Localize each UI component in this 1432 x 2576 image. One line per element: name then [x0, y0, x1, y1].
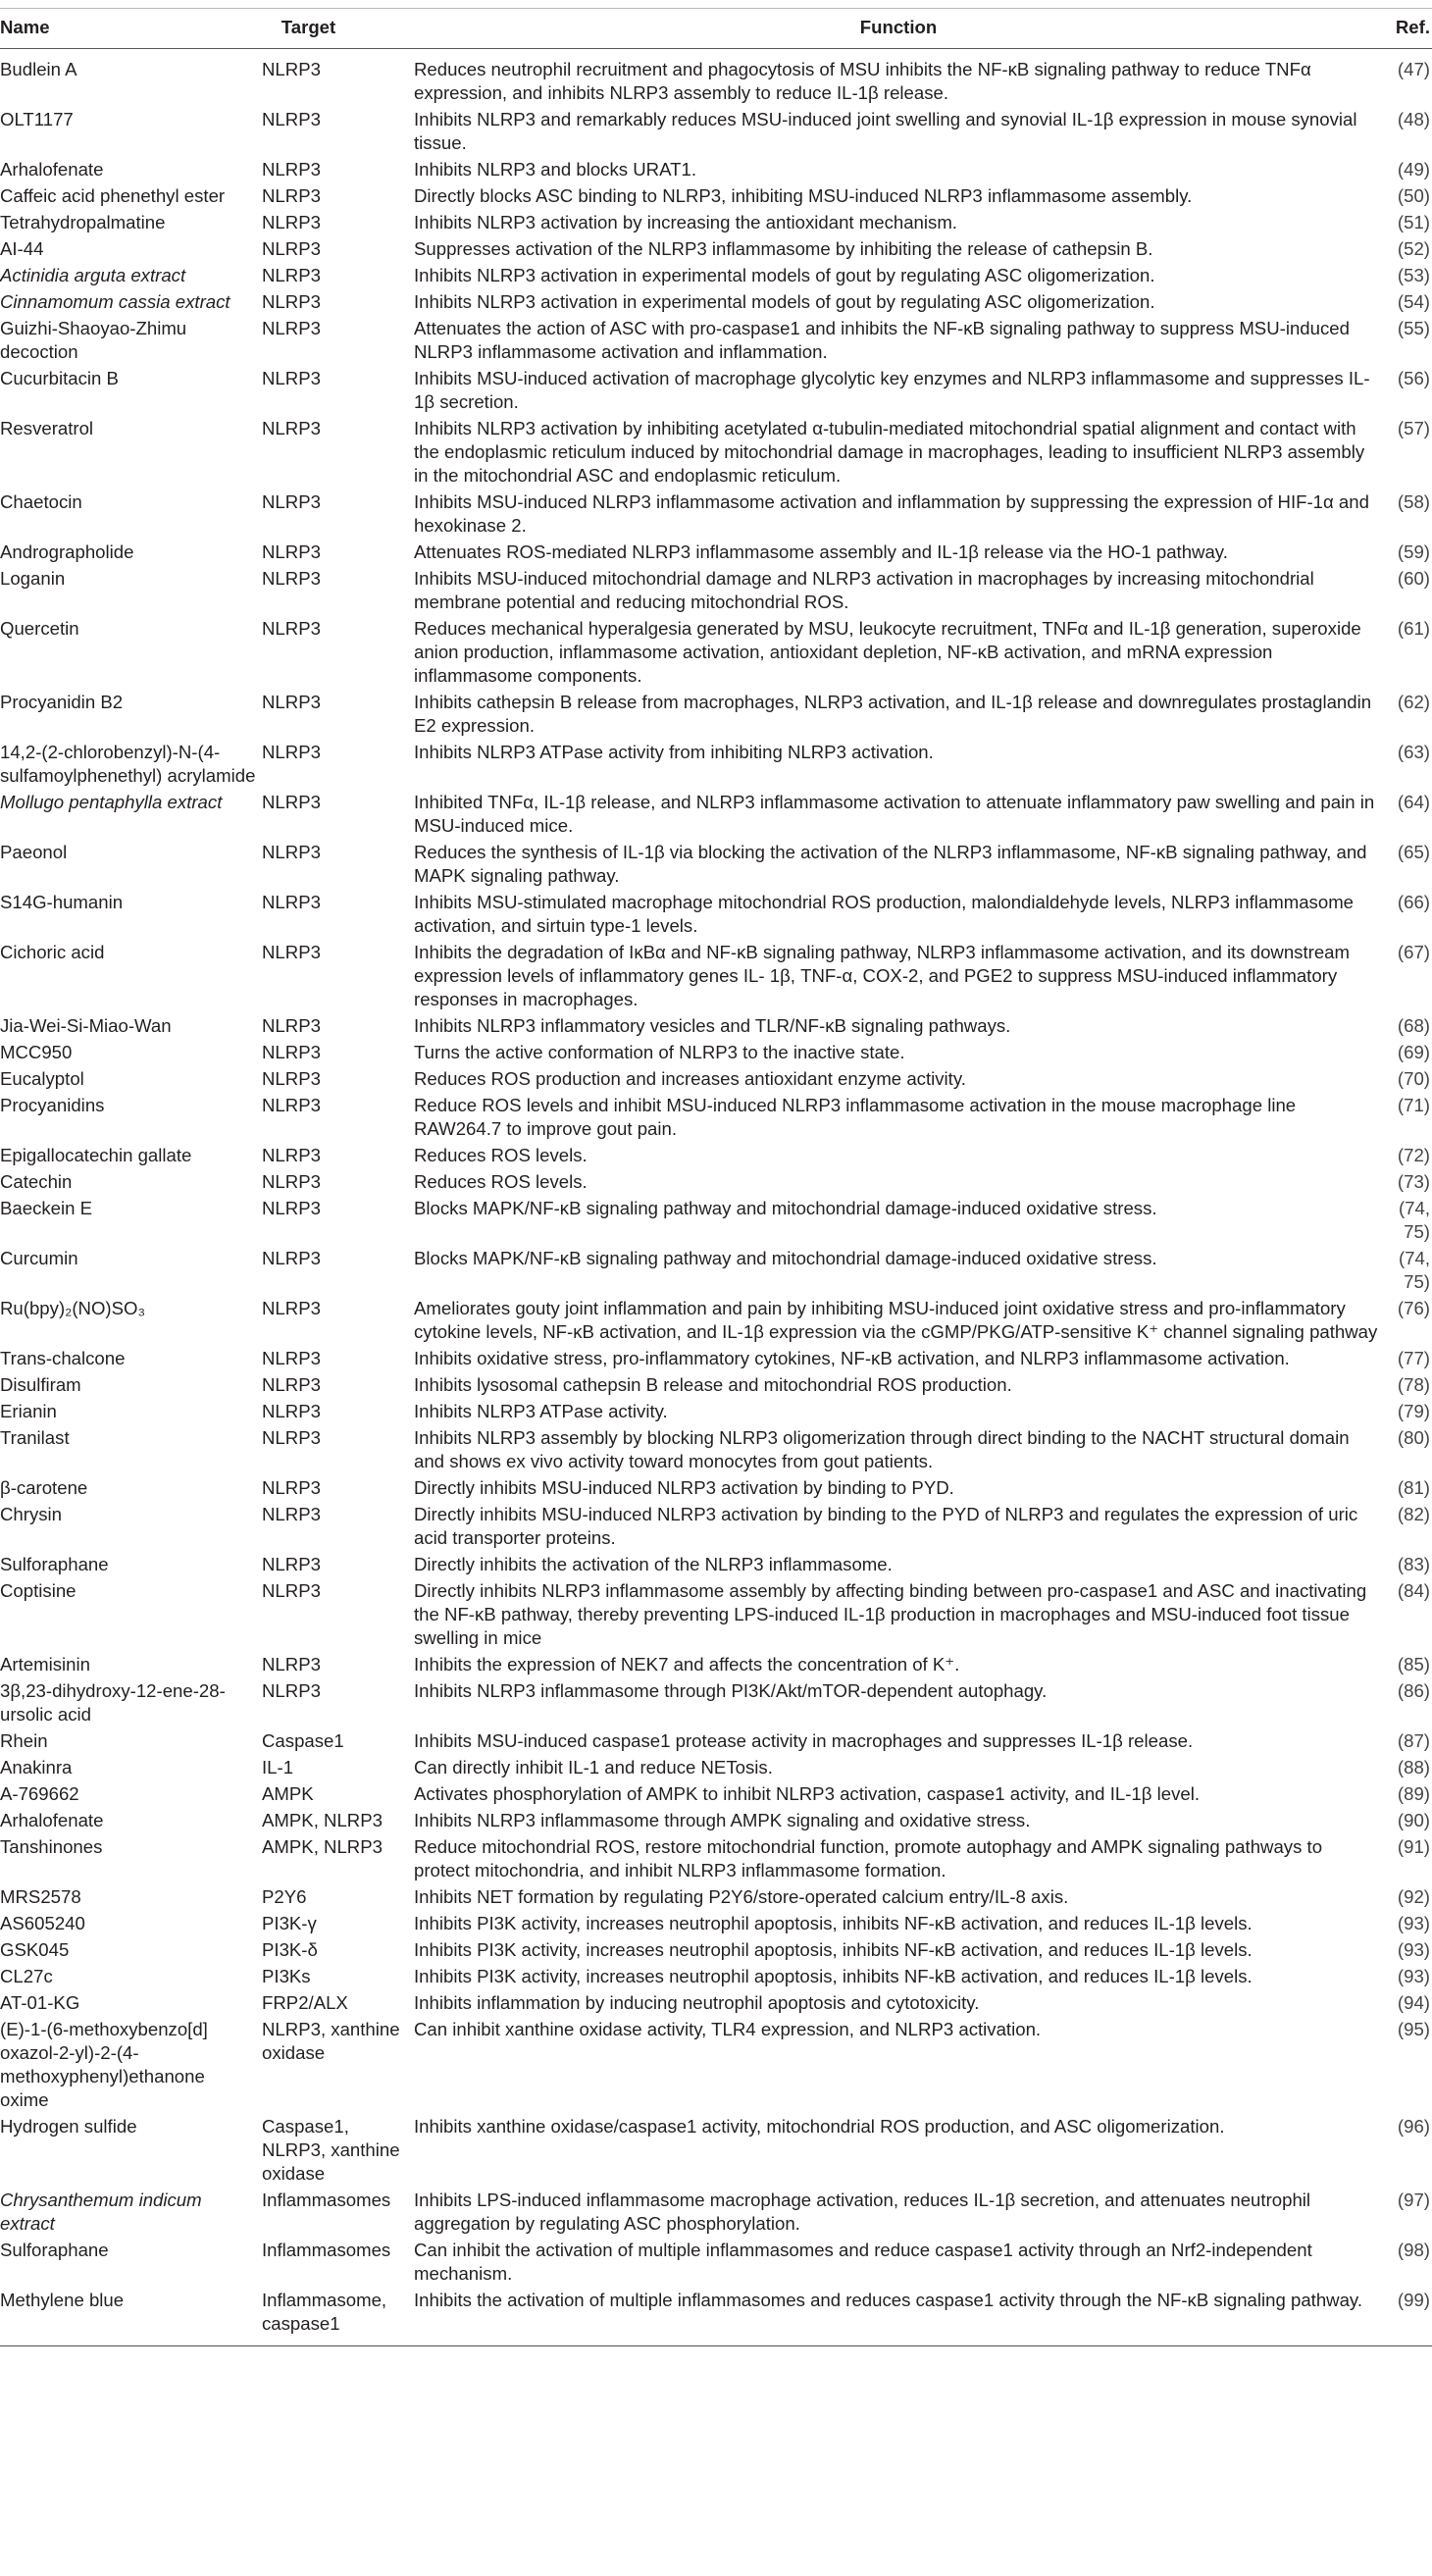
row-target: AMPK [262, 1783, 314, 1804]
row-name: Cinnamomum cassia extract [0, 291, 230, 312]
row-name: Cichoric acid [0, 942, 105, 962]
row-name: β-carotene [0, 1477, 88, 1498]
table-row [0, 1753, 1432, 1779]
row-target: PI3K-δ [262, 1939, 318, 1960]
row-function: Directly inhibits NLRP3 inflammasome assembly by affecting binding between pro-caspase1 and ASC and inactivating the NF-κB pathway, thereby preventing LPS-induced IL-1β production in macrophages and MSU-induced foot tissue swelling in mice [414, 1580, 1367, 1648]
table-row [0, 1576, 1432, 1650]
row-ref: (51) [1397, 212, 1430, 232]
row-ref: (50) [1397, 185, 1430, 206]
row-ref: (95) [1397, 2019, 1430, 2039]
header-row [0, 9, 1432, 49]
row-name: Guizhi-Shaoyao-Zhimu decoction [0, 318, 187, 362]
row-ref: (98) [1397, 2240, 1430, 2260]
table-row [0, 287, 1432, 314]
row-function: Inhibits inflammation by inducing neutrophil apoptosis and cytotoxicity. [414, 1992, 980, 2013]
row-function: Inhibits NLRP3 inflammatory vesicles and TLR/NF-κB signaling pathways. [414, 1015, 1011, 1036]
row-ref: (92) [1397, 1886, 1430, 1907]
table-row [0, 1038, 1432, 1064]
table-row [0, 1344, 1432, 1370]
header-function: Function [414, 9, 1387, 49]
row-function: Inhibits NLRP3 inflammasome through PI3K/Akt/mTOR-dependent autophagy. [414, 1680, 1048, 1701]
table-row [0, 2015, 1432, 2112]
row-target: NLRP3 [262, 1374, 321, 1395]
row-name: AT-01-KG [0, 1992, 80, 2013]
row-ref: (86) [1397, 1680, 1430, 1701]
row-name: AS605240 [0, 1913, 85, 1933]
row-target: NLRP3 [262, 1248, 321, 1268]
row-function: Inhibits NLRP3 ATPase activity from inhibiting NLRP3 activation. [414, 742, 934, 762]
row-ref: (87) [1397, 1730, 1430, 1751]
table-row [0, 155, 1432, 181]
row-name: MRS2578 [0, 1886, 81, 1907]
row-function: Inhibits NLRP3 assembly by blocking NLRP3 oligomerization through direct binding to the NACHT structural domain and shows ex vivo activity toward monocytes from gout patients. [414, 1427, 1350, 1471]
row-function: Inhibits NLRP3 ATPase activity. [414, 1401, 668, 1421]
table-row [0, 1500, 1432, 1550]
table-row [0, 938, 1432, 1011]
row-target: NLRP3 [262, 1198, 321, 1218]
row-ref: (84) [1397, 1580, 1430, 1601]
table-row [0, 1726, 1432, 1753]
table-row [0, 49, 1432, 106]
row-target: NLRP3 [262, 238, 321, 259]
row-ref: (55) [1397, 318, 1430, 338]
row-ref: (62) [1397, 692, 1430, 712]
table-row [0, 2112, 1432, 2186]
row-function: Can directly inhibit IL-1 and reduce NETosis. [414, 1757, 773, 1777]
row-name: Quercetin [0, 618, 79, 639]
table-row [0, 538, 1432, 564]
row-function: Directly blocks ASC binding to NLRP3, inhibiting MSU-induced NLRP3 inflammasome assembly. [414, 185, 1193, 206]
row-target: NLRP3 [262, 1504, 321, 1524]
table-row [0, 1676, 1432, 1726]
row-target: NLRP3 [262, 1145, 321, 1165]
table-row [0, 2286, 1432, 2346]
row-function: Inhibits cathepsin B release from macrophages, NLRP3 activation, and IL-1β release and downregulates prostaglandin E2 expression. [414, 692, 1372, 736]
row-function: Inhibits NLRP3 and remarkably reduces MSU-induced joint swelling and synovial IL-1β expression in mouse synovial tissue. [414, 109, 1357, 153]
row-name: Artemisinin [0, 1654, 90, 1674]
row-ref: (77) [1397, 1348, 1430, 1368]
table-row [0, 181, 1432, 208]
row-function: Inhibits PI3K activity, increases neutrophil apoptosis, inhibits NF-kB activation, and reduces IL-1β levels. [414, 1966, 1253, 1986]
table-row [0, 1244, 1432, 1294]
row-function: Reduces neutrophil recruitment and phagocytosis of MSU inhibits the NF-κB signaling pathway to reduce TNFα expression, and inhibits NLRP3 assembly to reduce IL-1β release. [414, 59, 1311, 103]
table-row [0, 2236, 1432, 2286]
row-function: Inhibits xanthine oxidase/caspase1 activity, mitochondrial ROS production, and ASC oligomerization. [414, 2116, 1225, 2137]
row-name: Caffeic acid phenethyl ester [0, 185, 226, 206]
row-target: NLRP3 [262, 1680, 321, 1701]
table-row [0, 1011, 1432, 1038]
row-target: NLRP3 [262, 1427, 321, 1448]
row-target: NLRP3 [262, 1477, 321, 1498]
row-function: Suppresses activation of the NLRP3 inflammasome by inhibiting the release of cathepsin B. [414, 238, 1153, 259]
row-target: NLRP3 [262, 159, 321, 180]
row-target: NLRP3 [262, 1095, 321, 1115]
row-ref: (66) [1397, 892, 1430, 912]
row-ref: (85) [1397, 1654, 1430, 1674]
table-row [0, 488, 1432, 538]
row-function: Inhibited TNFα, IL-1β release, and NLRP3 inflammasome activation to attenuate inflammatory paw swelling and pain in MSU-induced mice. [414, 792, 1375, 836]
table-row [0, 738, 1432, 788]
row-target: AMPK, NLRP3 [262, 1836, 383, 1857]
row-name: Andrographolide [0, 541, 134, 562]
table-row [0, 1806, 1432, 1832]
row-function: Inhibits NLRP3 inflammasome through AMPK signaling and oxidative stress. [414, 1810, 1031, 1830]
row-name: Trans-chalcone [0, 1348, 126, 1368]
inhibitors-table [0, 8, 1432, 2346]
row-name: Anakinra [0, 1757, 73, 1777]
row-target: NLRP3 [262, 792, 321, 812]
row-name: GSK045 [0, 1939, 70, 1960]
row-ref: (64) [1397, 792, 1430, 812]
row-ref: (52) [1397, 238, 1430, 259]
row-ref: (80) [1397, 1427, 1430, 1448]
row-function: Inhibits PI3K activity, increases neutrophil apoptosis, inhibits NF-κB activation, and reduces IL-1β levels. [414, 1939, 1253, 1960]
row-ref: (76) [1397, 1298, 1430, 1318]
row-ref: (74, 75) [1398, 1198, 1430, 1242]
row-function: Directly inhibits the activation of the NLRP3 inflammasome. [414, 1554, 893, 1574]
row-name: Mollugo pentaphylla extract [0, 792, 223, 812]
row-name: S14G-humanin [0, 892, 124, 912]
row-name: Ru(bpy)₂(NO)SO₃ [0, 1298, 146, 1318]
row-function: Inhibits lysosomal cathepsin B release and mitochondrial ROS production. [414, 1374, 1012, 1395]
row-name: A-769662 [0, 1783, 79, 1804]
row-target: PI3K-γ [262, 1913, 317, 1933]
table-row [0, 838, 1432, 888]
row-ref: (97) [1397, 2190, 1430, 2210]
row-name: Paeonol [0, 842, 68, 862]
row-name: Budlein A [0, 59, 77, 79]
row-target: NLRP3 [262, 568, 321, 589]
table-row [0, 1141, 1432, 1167]
row-target: NLRP3 [262, 109, 321, 129]
row-ref: (72) [1397, 1145, 1430, 1165]
table-row [0, 788, 1432, 838]
row-name: Chaetocin [0, 491, 82, 512]
row-name: Rhein [0, 1730, 48, 1751]
row-target: NLRP3 [262, 1554, 321, 1574]
row-function: Reduces mechanical hyperalgesia generated by MSU, leukocyte recruitment, TNFα and IL-1β generation, superoxide anion production, inflammasome activation, antioxidant depletion, NF-κB activation, and mRNA expression inflammasome components. [414, 618, 1361, 686]
row-name: Erianin [0, 1401, 57, 1421]
row-name: 14,2-(2-chlorobenzyl)-N-(4-sulfamoylphenethyl) acrylamide [0, 742, 256, 786]
row-function: Inhibits MSU-induced NLRP3 inflammasome activation and inflammation by suppressing the expression of HIF-1α and hexokinase 2. [414, 491, 1369, 536]
row-name: Resveratrol [0, 418, 94, 438]
row-target: NLRP3 [262, 491, 321, 512]
table-row [0, 1550, 1432, 1576]
row-target: FRP2/ALX [262, 1992, 348, 2013]
row-name: AI-44 [0, 238, 44, 259]
row-function: Inhibits the activation of multiple inflammasomes and reduces caspase1 activity through the NF-κB signaling pathway. [414, 2286, 1387, 2346]
row-ref: (68) [1397, 1015, 1430, 1036]
row-target: Inflammasome, caspase1 [262, 2286, 414, 2346]
row-function: Inhibits NLRP3 activation in experimental models of gout by regulating ASC oligomerization. [414, 291, 1155, 312]
row-target: NLRP3 [262, 541, 321, 562]
row-function: Inhibits PI3K activity, increases neutrophil apoptosis, inhibits NF-κB activation, and reduces IL-1β levels. [414, 1913, 1253, 1933]
table-row [0, 688, 1432, 738]
row-function: Inhibits LPS-induced inflammasome macrophage activation, reduces IL-1β secretion, and attenuates neutrophil aggregation by regulating ASC phosphorylation. [414, 2190, 1311, 2234]
row-name: Procyanidins [0, 1095, 105, 1115]
row-name: Tanshinones [0, 1836, 103, 1857]
row-target: NLRP3 [262, 618, 321, 639]
table-row [0, 414, 1432, 488]
row-ref: (78) [1397, 1374, 1430, 1395]
row-name: Coptisine [0, 1580, 77, 1601]
table-row [0, 1909, 1432, 1935]
row-function: Blocks MAPK/NF-κB signaling pathway and mitochondrial damage-induced oxidative stress. [414, 1198, 1157, 1218]
row-function: Directly inhibits MSU-induced NLRP3 activation by binding to PYD. [414, 1477, 954, 1498]
row-name: Arhalofenate [0, 1810, 104, 1830]
row-name: 3β,23-dihydroxy-12-ene-28-ursolic acid [0, 1680, 226, 1725]
row-ref: (93) [1397, 1966, 1430, 1986]
row-function: Inhibits oxidative stress, pro-inflammatory cytokines, NF-κB activation, and NLRP3 inflammasome activation. [414, 1348, 1290, 1368]
table-row [0, 564, 1432, 614]
row-ref: (59) [1397, 541, 1430, 562]
row-target: NLRP3 [262, 185, 321, 206]
row-ref: (73) [1397, 1171, 1430, 1192]
row-ref: (70) [1397, 1068, 1430, 1089]
row-name: Jia-Wei-Si-Miao-Wan [0, 1015, 172, 1036]
table-row [0, 1194, 1432, 1244]
table-row [0, 105, 1432, 155]
row-name: Catechin [0, 1171, 73, 1192]
header-target: Target [262, 9, 414, 49]
table-row [0, 1473, 1432, 1500]
row-ref: (71) [1397, 1095, 1430, 1115]
row-target: NLRP3 [262, 1042, 321, 1062]
row-ref: (56) [1397, 368, 1430, 388]
row-target: IL-1 [262, 1757, 294, 1777]
row-function: Inhibits the degradation of IκBα and NF-κB signaling pathway, NLRP3 inflammasome activation, and its downstream expression levels of inflammatory genes IL- 1β, TNF-α, COX-2, and PGE2 to suppress MSU-induced inflammatory responses in macrophages. [414, 942, 1351, 1009]
row-function: Activates phosphorylation of AMPK to inhibit NLRP3 activation, caspase1 activity, and IL-1β level. [414, 1783, 1201, 1804]
table-row [0, 1962, 1432, 1988]
row-function: Can inhibit the activation of multiple inflammasomes and reduce caspase1 activity through an Nrf2-independent mechanism. [414, 2240, 1312, 2284]
row-function: Attenuates the action of ASC with pro-caspase1 and inhibits the NF-κB signaling pathway to suppress MSU-induced NLRP3 inflammasome activation and inflammation. [414, 318, 1350, 362]
row-function: Inhibits NLRP3 activation by increasing the antioxidant mechanism. [414, 212, 957, 232]
row-ref: (88) [1397, 1757, 1430, 1777]
row-target: P2Y6 [262, 1886, 307, 1907]
row-ref: (89) [1397, 1783, 1430, 1804]
row-ref: (94) [1397, 1992, 1430, 2013]
row-ref: (49) [1397, 159, 1430, 180]
row-target: NLRP3 [262, 212, 321, 232]
table-header [0, 9, 1432, 49]
table-row [0, 1650, 1432, 1676]
row-function: Reduces the synthesis of IL-1β via blocking the activation of the NLRP3 inflammasome, NF-κB signaling pathway, and MAPK signaling pathway. [414, 842, 1367, 886]
row-function: Reduces ROS levels. [414, 1171, 588, 1192]
row-target: NLRP3 [262, 1068, 321, 1089]
table-row [0, 1370, 1432, 1397]
row-target: NLRP3 [262, 1171, 321, 1192]
row-name: Procyanidin B2 [0, 692, 124, 712]
row-name: Actinidia arguta extract [0, 265, 186, 285]
row-ref: (65) [1397, 842, 1430, 862]
row-name: Hydrogen sulfide [0, 2116, 137, 2137]
row-name: MCC950 [0, 1042, 73, 1062]
row-target: NLRP3 [262, 368, 321, 388]
row-ref: (79) [1397, 1401, 1430, 1421]
row-function: Blocks MAPK/NF-κB signaling pathway and mitochondrial damage-induced oxidative stress. [414, 1248, 1157, 1268]
row-target: NLRP3 [262, 892, 321, 912]
header-name: Name [0, 9, 262, 49]
row-target: PI3Ks [262, 1966, 311, 1986]
row-target: AMPK, NLRP3 [262, 1810, 383, 1830]
row-target: NLRP3 [262, 1298, 321, 1318]
row-name: Methylene blue [0, 2286, 262, 2346]
row-target: NLRP3 [262, 692, 321, 712]
row-function: Ameliorates gouty joint inflammation and pain by inhibiting MSU-induced joint oxidative stress and pro-inflammatory cytokine levels, NF-κB activation, and IL-1β expression via the cGMP/PKG/ATP-sensitive K⁺ channel signaling pathway [414, 1298, 1378, 1342]
table-row [0, 208, 1432, 234]
row-name: Sulforaphane [0, 2240, 109, 2260]
row-ref: (67) [1397, 942, 1430, 962]
row-target: Caspase1, NLRP3, xanthine oxidase [262, 2116, 400, 2184]
row-target: NLRP3 [262, 1401, 321, 1421]
table-row [0, 1091, 1432, 1141]
row-function: Inhibits MSU-induced activation of macrophage glycolytic key enzymes and NLRP3 inflammasome and suppresses IL-1β secretion. [414, 368, 1370, 412]
row-function: Inhibits NLRP3 activation in experimental models of gout by regulating ASC oligomerization. [414, 265, 1155, 285]
table-body [0, 49, 1432, 2346]
row-name: Sulforaphane [0, 1554, 109, 1574]
row-function: Can inhibit xanthine oxidase activity, TLR4 expression, and NLRP3 activation. [414, 2019, 1042, 2039]
row-function: Reduce ROS levels and inhibit MSU-induced NLRP3 inflammasome activation in the mouse macrophage line RAW264.7 to improve gout pain. [414, 1095, 1297, 1139]
table-row [0, 314, 1432, 364]
row-function: Reduces ROS production and increases antioxidant enzyme activity. [414, 1068, 966, 1089]
row-target: NLRP3 [262, 291, 321, 312]
row-ref: (99) [1387, 2286, 1432, 2346]
row-function: Reduce mitochondrial ROS, restore mitochondrial function, promote autophagy and AMPK signaling pathways to protect mitochondria, and inhibit NLRP3 inflammasome formation. [414, 1836, 1323, 1880]
row-name: Chrysin [0, 1504, 63, 1524]
row-name: Loganin [0, 568, 66, 589]
row-name: Eucalyptol [0, 1068, 84, 1089]
row-ref: (53) [1397, 265, 1430, 285]
row-name: Baeckein E [0, 1198, 93, 1218]
row-target: NLRP3 [262, 1654, 321, 1674]
row-function: Inhibits NLRP3 and blocks URAT1. [414, 159, 696, 180]
row-function: Inhibits MSU-induced mitochondrial damage and NLRP3 activation in macrophages by increasing mitochondrial membrane potential and reducing mitochondrial ROS. [414, 568, 1314, 612]
row-ref: (58) [1397, 491, 1430, 512]
table-row [0, 1423, 1432, 1473]
row-ref: (74, 75) [1398, 1248, 1430, 1292]
row-target: NLRP3 [262, 318, 321, 338]
row-target: Inflammasomes [262, 2240, 391, 2260]
row-ref: (54) [1397, 291, 1430, 312]
row-ref: (93) [1397, 1913, 1430, 1933]
row-target: Caspase1 [262, 1730, 344, 1751]
row-function: Inhibits NET formation by regulating P2Y6/store-operated calcium entry/IL-8 axis. [414, 1886, 1069, 1907]
table-row [0, 2186, 1432, 2236]
table-row [0, 364, 1432, 414]
table-row [0, 261, 1432, 287]
row-ref: (90) [1397, 1810, 1430, 1830]
row-target: NLRP3 [262, 1015, 321, 1036]
row-target: NLRP3 [262, 742, 321, 762]
table-row [0, 1294, 1432, 1344]
row-function: Inhibits MSU-induced caspase1 protease activity in macrophages and suppresses IL-1β release. [414, 1730, 1194, 1751]
row-target: NLRP3 [262, 942, 321, 962]
row-target: NLRP3 [262, 1348, 321, 1368]
table-row [0, 1167, 1432, 1194]
table-row [0, 1064, 1432, 1091]
row-ref: (60) [1397, 568, 1430, 589]
row-target: NLRP3 [262, 842, 321, 862]
row-ref: (61) [1397, 618, 1430, 639]
row-function: Inhibits MSU-stimulated macrophage mitochondrial ROS production, malondialdehyde levels, NLRP3 inflammasome activation, and sirtuin type-1 levels. [414, 892, 1355, 936]
row-name: Tetrahydropalmatine [0, 212, 166, 232]
row-name: Epigallocatechin gallate [0, 1145, 192, 1165]
row-ref: (81) [1397, 1477, 1430, 1498]
row-name: Tranilast [0, 1427, 70, 1448]
row-function: Inhibits NLRP3 activation by inhibiting acetylated α-tubulin-mediated mitochondrial spatial alignment and contact with the endoplasmic reticulum induced by mitochondrial damage in macrophages, leading to insufficient NLRP3 assembly in the mitochondrial ASC and endoplasmic reticulum. [414, 418, 1365, 486]
row-name: Disulfiram [0, 1374, 81, 1395]
row-name: Chrysanthemum indicum extract [0, 2190, 202, 2234]
table-row [0, 888, 1432, 938]
table-row [0, 1397, 1432, 1423]
row-function: Directly inhibits MSU-induced NLRP3 activation by binding to the PYD of NLRP3 and regulates the expression of uric acid transporter proteins. [414, 1504, 1358, 1548]
row-name: CL27c [0, 1966, 53, 1986]
row-ref: (82) [1397, 1504, 1430, 1524]
table-row [0, 234, 1432, 261]
row-ref: (69) [1397, 1042, 1430, 1062]
row-name: (E)-1-(6-methoxybenzo[d] oxazol-2-yl)-2-(4-methoxyphenyl)ethanone oxime [0, 2019, 208, 2110]
row-ref: (83) [1397, 1554, 1430, 1574]
row-function: Reduces ROS levels. [414, 1145, 588, 1165]
row-name: Cucurbitacin B [0, 368, 119, 388]
row-ref: (47) [1397, 59, 1430, 79]
row-ref: (48) [1397, 109, 1430, 129]
row-target: Inflammasomes [262, 2190, 391, 2210]
row-target: NLRP3 [262, 1580, 321, 1601]
row-ref: (93) [1397, 1939, 1430, 1960]
row-target: NLRP3, xanthine oxidase [262, 2019, 400, 2063]
row-function: Inhibits the expression of NEK7 and affects the concentration of K⁺. [414, 1654, 960, 1674]
row-target: NLRP3 [262, 265, 321, 285]
row-name: Curcumin [0, 1248, 78, 1268]
header-ref: Ref. [1387, 9, 1432, 49]
row-target: NLRP3 [262, 59, 321, 79]
row-function: Attenuates ROS-mediated NLRP3 inflammasome assembly and IL-1β release via the HO-1 pathway. [414, 541, 1228, 562]
row-ref: (63) [1397, 742, 1430, 762]
table-row [0, 1832, 1432, 1882]
row-function: Turns the active conformation of NLRP3 to the inactive state. [414, 1042, 905, 1062]
table-row [0, 614, 1432, 688]
table-row [0, 1882, 1432, 1909]
table-row [0, 1935, 1432, 1962]
row-ref: (96) [1397, 2116, 1430, 2137]
row-ref: (57) [1397, 418, 1430, 438]
row-target: NLRP3 [262, 418, 321, 438]
row-ref: (91) [1397, 1836, 1430, 1857]
table-row [0, 1779, 1432, 1806]
row-name: OLT1177 [0, 109, 74, 129]
row-name: Arhalofenate [0, 159, 104, 180]
table-row [0, 1988, 1432, 2015]
